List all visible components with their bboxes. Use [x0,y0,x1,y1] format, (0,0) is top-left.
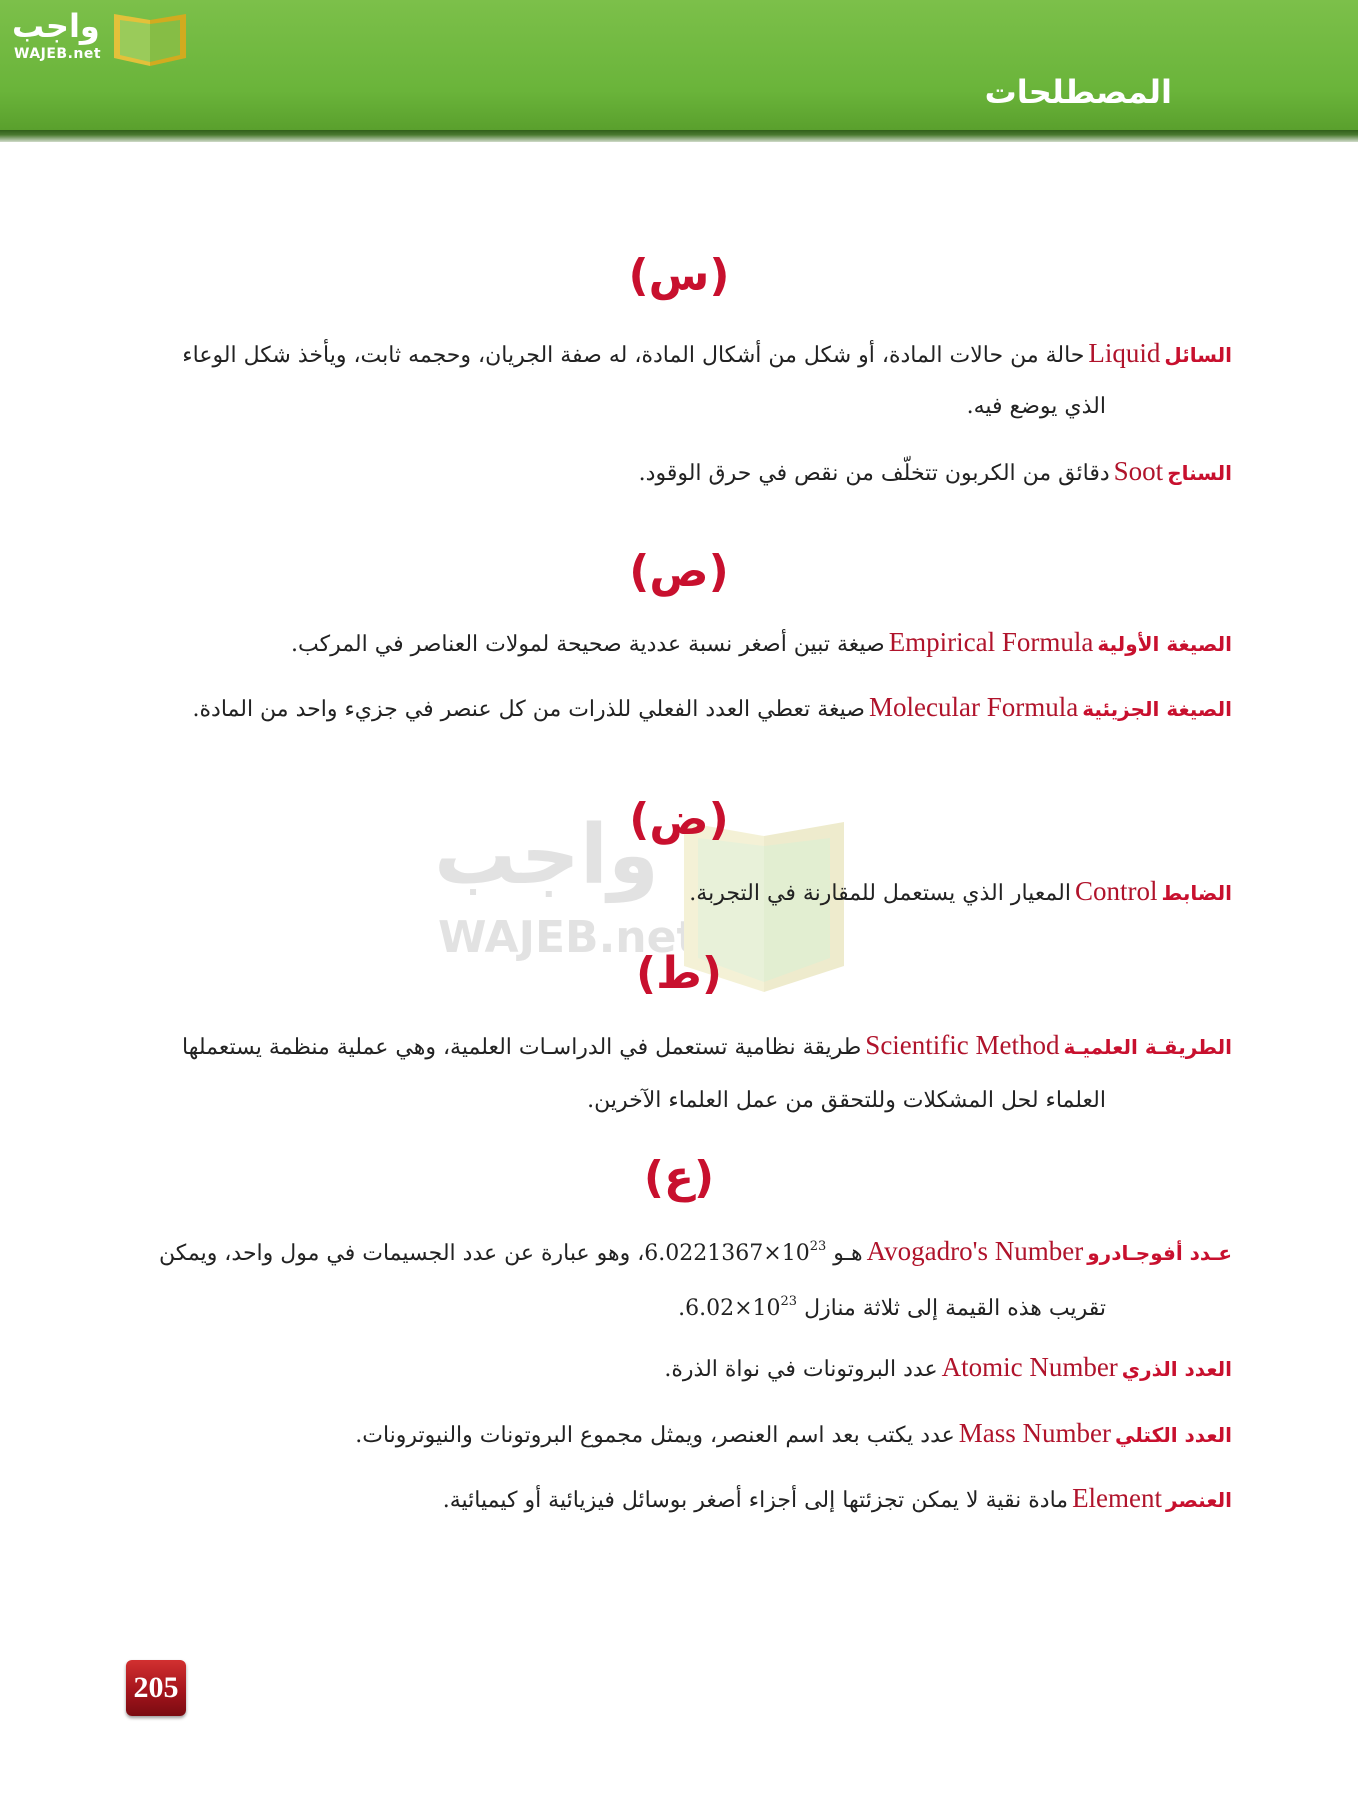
avogadro-value [644,1220,826,1281]
glossary-entry-scientific-method-continuation [0,1074,1232,1128]
entry-definition-end: . [678,1296,686,1321]
glossary-entry-element [126,1471,1232,1528]
entry-term: العدد الكتلي [1115,1423,1232,1447]
entry-term: السناج [1167,461,1232,485]
section-heading-daad: (ض) [629,794,729,845]
entry-term: الطريقـة العلميـة [1063,1035,1232,1059]
entry-english-term: Soot [1113,456,1164,486]
avogadro-exponent: 23 [809,1239,827,1254]
entry-definition: عدد يكتب بعد اسم العنصر، ويمثل مجموع البروتونات والنيوترونات. [355,1423,955,1448]
entry-definition: ، وهو عبارة عن عدد الجسيمات في مول واحد، ويمكن [158,1241,645,1266]
section-heading-ain: (ع) [643,1152,715,1203]
section-heading-taa: (ط) [636,948,722,999]
entry-english-term: Empirical Formula [888,627,1094,657]
entry-term: عـدد أفوجـادرو [1087,1241,1232,1265]
entry-english-term: Avogadro's Number [866,1236,1084,1266]
header-shadow [0,130,1358,142]
avogadro-approx-value [685,1275,797,1336]
glossary-entry-liquid-continuation [0,380,1232,434]
avogadro-approx-exponent: 23 [780,1294,798,1309]
entry-term: الصيغة الجزيئية [1082,697,1232,721]
section-heading-seen: (س) [628,250,730,301]
entry-definition: حالة من حالات المادة، أو شكل من أشكال المادة، له صفة الجريان، وحجمه ثابت، ويأخذ شكل الوعاء [182,343,1085,368]
entry-definition: المعيار الذي يستعمل للمقارنة في التجربة. [689,881,1071,906]
glossary-entry-avogadro-number [126,1220,1232,1281]
glossary-entry-soot [126,444,1232,501]
brand-logo[interactable] [12,6,192,72]
brand-logo-latin: WAJEB.net [14,46,102,62]
watermark-latin: WAJEB.net [438,912,698,963]
entry-definition-continuation: العلماء لحل المشكلات وللتحقق من عمل العلماء الآخرين. [587,1088,1106,1113]
entry-term: العدد الذري [1121,1357,1232,1381]
page-title: المصطلحات [984,73,1172,111]
entry-term: الضابط [1161,881,1232,905]
entry-english-term: Control [1074,876,1158,906]
brand-logo-arabic: واجب [12,7,100,45]
glossary-entry-avogadro-continuation [0,1275,1232,1336]
glossary-entry-empirical-formula [126,615,1232,672]
glossary-entry-molecular-formula [126,680,1232,737]
entry-term: السائل [1164,343,1232,367]
entry-definition: طريقة نظامية تستعمل في الدراسـات العلمية، وهي عملية منظمة يستعملها [182,1035,862,1060]
entry-english-term: Liquid [1088,338,1161,368]
glossary-content [126,150,1232,1550]
entry-english-term: Molecular Formula [868,692,1079,722]
entry-english-term: Element [1072,1483,1163,1513]
page-number: 205 [126,1660,186,1716]
glossary-entry-mass-number [126,1406,1232,1463]
glossary-entry-scientific-method [126,1018,1232,1075]
entry-definition: مادة نقية لا يمكن تجزئتها إلى أجزاء أصغر بوسائل فيزيائية أو كيميائية. [442,1488,1069,1513]
entry-definition: صيغة تعطي العدد الفعلي للذرات من كل عنصر في جزيء واحد من المادة. [192,697,865,722]
entry-term: الصيغة الأولية [1097,632,1232,656]
entry-definition: صيغة تبين أصغر نسبة عددية صحيحة لمولات العناصر في المركب. [291,632,885,657]
watermark-arabic: واجب [434,808,659,903]
glossary-entry-control [126,864,1232,921]
glossary-entry-liquid [126,326,1232,383]
section-heading-saad: (ص) [629,546,729,597]
entry-definition-continuation: تقريب هذه القيمة إلى ثلاثة منازل [804,1296,1106,1321]
entry-english-term: Mass Number [958,1418,1111,1448]
avogadro-mantissa: 6.0221367×10 [644,1241,810,1266]
entry-definition-continuation: الذي يوضع فيه. [966,394,1106,419]
entry-term: العنصر [1166,1488,1232,1512]
avogadro-approx-mantissa: 6.02×10 [685,1296,781,1321]
entry-definition: عدد البروتونات في نواة الذرة. [664,1357,938,1382]
entry-english-term: Atomic Number [941,1352,1118,1382]
glossary-entry-atomic-number [126,1340,1232,1397]
open-book-icon [110,10,190,68]
entry-definition: هـو [833,1241,863,1266]
entry-english-term: Scientific Method [865,1030,1060,1060]
entry-definition: دقائق من الكربون تتخلّف من نقص في حرق الوقود. [638,461,1110,486]
